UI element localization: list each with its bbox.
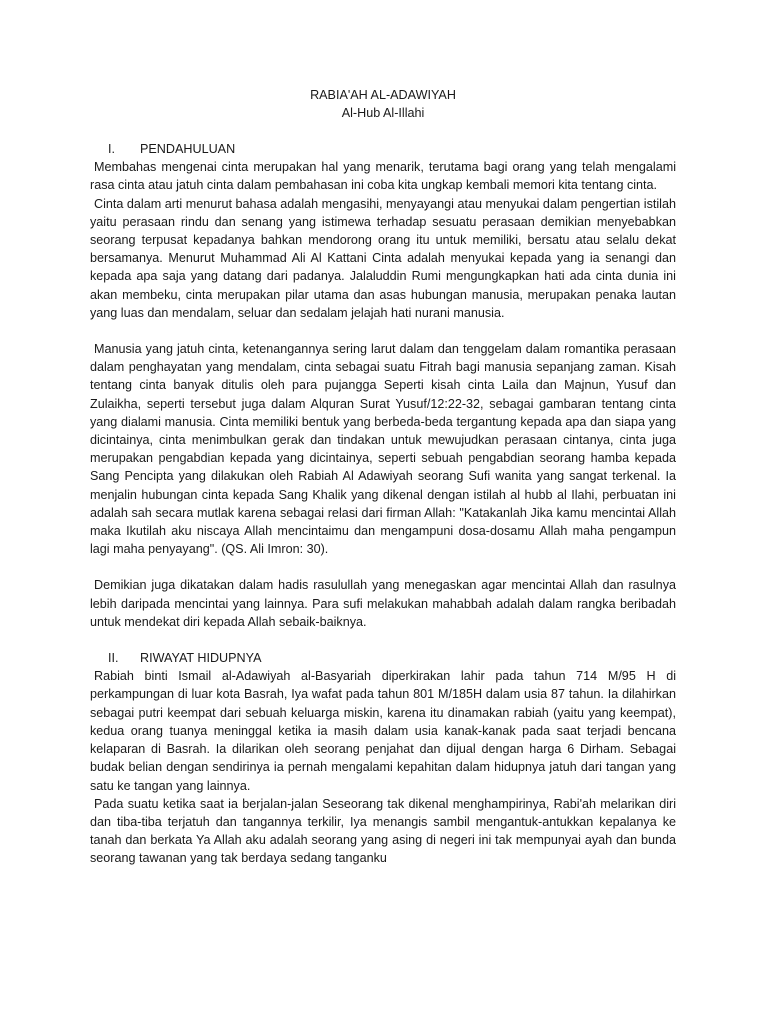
section-title: RIWAYAT HIDUPNYA bbox=[140, 651, 262, 666]
paragraph: Rabiah binti Ismail al-Adawiyah al-Basyariah diperkirakan lahir pada tahun 714 M/95 H di perkampungan di luar kota Basrah, Iya wafat pada tahun 801 M/185H dalam usia 87 tahun. Ia dilahirkan sebagai putri keempat dari sebuah keluarga miskin, karena itu dinamakan rabiah (yaitu yang keempat), kedua orang tuanya meninggal ketika ia masih dalam usia kanak-kanak pada saat terjadi bencana kelaparan di Basrah. Ia dilarikan oleh seorang penjahat dan dijual dengan harga 6 Dirham. Sebagai budak belian dengan sendirinya ia pernah mengalami kepahitan dalam hidupnya jatuh dari tangan yang satu ke tangan yang lainnya. bbox=[90, 669, 676, 793]
paragraph: Cinta dalam arti menurut bahasa adalah mengasihi, menyayangi atau menyukai dalam pengertian istilah yaitu perasaan rindu dan senang yang istimewa terhadap sesuatu perasaan demikian menyebabkan seorang terpusat kepadanya bahkan mendorong orang itu untuk memiliki, bersatu atau selalu dekat bersamanya. Menurut Muhammad Ali Al Kattani Cinta adalah menyukai kepada yang ia senangi dan kepada apa saja yang datang dari padanya. Jalaluddin Rumi mengungkapkan hati ada cinta dunia ini akan membeku, cinta merupakan pilar utama dan asas hubungan manusia, merupakan penaka lautan yang luas dan mendalam, seluar dan sedalam jelajah hati nurani manusia. bbox=[90, 196, 676, 320]
paragraph: Manusia yang jatuh cinta, ketenangannya sering larut dalam dan tenggelam dalam romantika perasaan dalam penghayatan yang mendalam, cinta sebagai suatu Fitrah bagi manusia sepanjang zaman. Kisah tentang cinta banyak ditulis oleh para pujangga Seperti kisah cinta Laila dan Majnun, Yusuf dan Zulaikha, seperti tersebut juga dalam Alquran Surat Yusuf/12:22-32, sebagai gambaran tentang cinta yang dialami manusia. Cinta memiliki bentuk yang berbeda-beda tergantung kepada apa dan siapa yang dicintainya, cinta menimbulkan gerak dan tindakan untuk mewujudkan perasaan cintanya, cinta juga merupakan pengabdian kepada yang dicintainya, seperti sebuah pengabdian seorang hamba kepada Sang Pencipta yang dilakukan oleh Rabiah Al Adawiyah seorang Sufi wanita yang sangat terkenal. Ia menjalin hubungan cinta kepada Sang Khalik yang dikenal dengan istilah al hubb al Ilahi, perbuatan ini adalah sah secara mutlak karena sebagai relasi dari firman Allah: "Katakanlah Jika kamu mencintai Allah maka Ikutilah aku niscaya Allah mencintaimu dan mengampuni dosa-dosamu Allah maha pengampun lagi maha penyayang". (QS. Ali Imron: 30). bbox=[90, 342, 676, 557]
title-block bbox=[90, 86, 676, 122]
document-title: RABIA'AH AL-ADAWIYAH bbox=[310, 88, 456, 102]
document-subtitle: Al-Hub Al-Illahi bbox=[341, 106, 425, 120]
paragraph-spacer bbox=[90, 558, 676, 576]
paragraph: Demikian juga dikatakan dalam hadis rasulullah yang menegaskan agar mencintai Allah dan rasulnya lebih daripada mencintai yang lainnya. Para sufi melakukan mahabbah adalah dalam rangka beribadah untuk mendekat diri kepada Allah sebaik-baiknya. bbox=[90, 578, 676, 629]
section-heading-pendahuluan bbox=[90, 140, 676, 158]
paragraph-spacer bbox=[90, 631, 676, 649]
paragraph-spacer bbox=[90, 322, 676, 340]
paragraph: Membahas mengenai cinta merupakan hal yang menarik, terutama bagi orang yang telah mengalami rasa cinta atau jatuh cinta dalam pembahasan ini coba kita ungkap kembali memori kita tentang cinta. bbox=[90, 160, 676, 193]
document-body bbox=[90, 86, 676, 868]
paragraph: Pada suatu ketika saat ia berjalan-jalan Seseorang tak dikenal menghampirinya, Rabi'ah melarikan diri dan tiba-tiba terjatuh dan tangannya terkilir, Iya menangis sambil mengantuk-antukkan kepalanya ke tanah dan berkata Ya Allah aku adalah seorang yang asing di negeri ini tak mempunyai ayah dan bunda seorang tawanan yang tak berdaya sedang tanganku bbox=[90, 796, 676, 866]
section-heading-riwayat-hidupnya bbox=[90, 649, 676, 667]
section-number: II. bbox=[108, 651, 119, 666]
section-title: PENDAHULUAN bbox=[140, 142, 236, 156]
section-number: I. bbox=[108, 142, 115, 156]
